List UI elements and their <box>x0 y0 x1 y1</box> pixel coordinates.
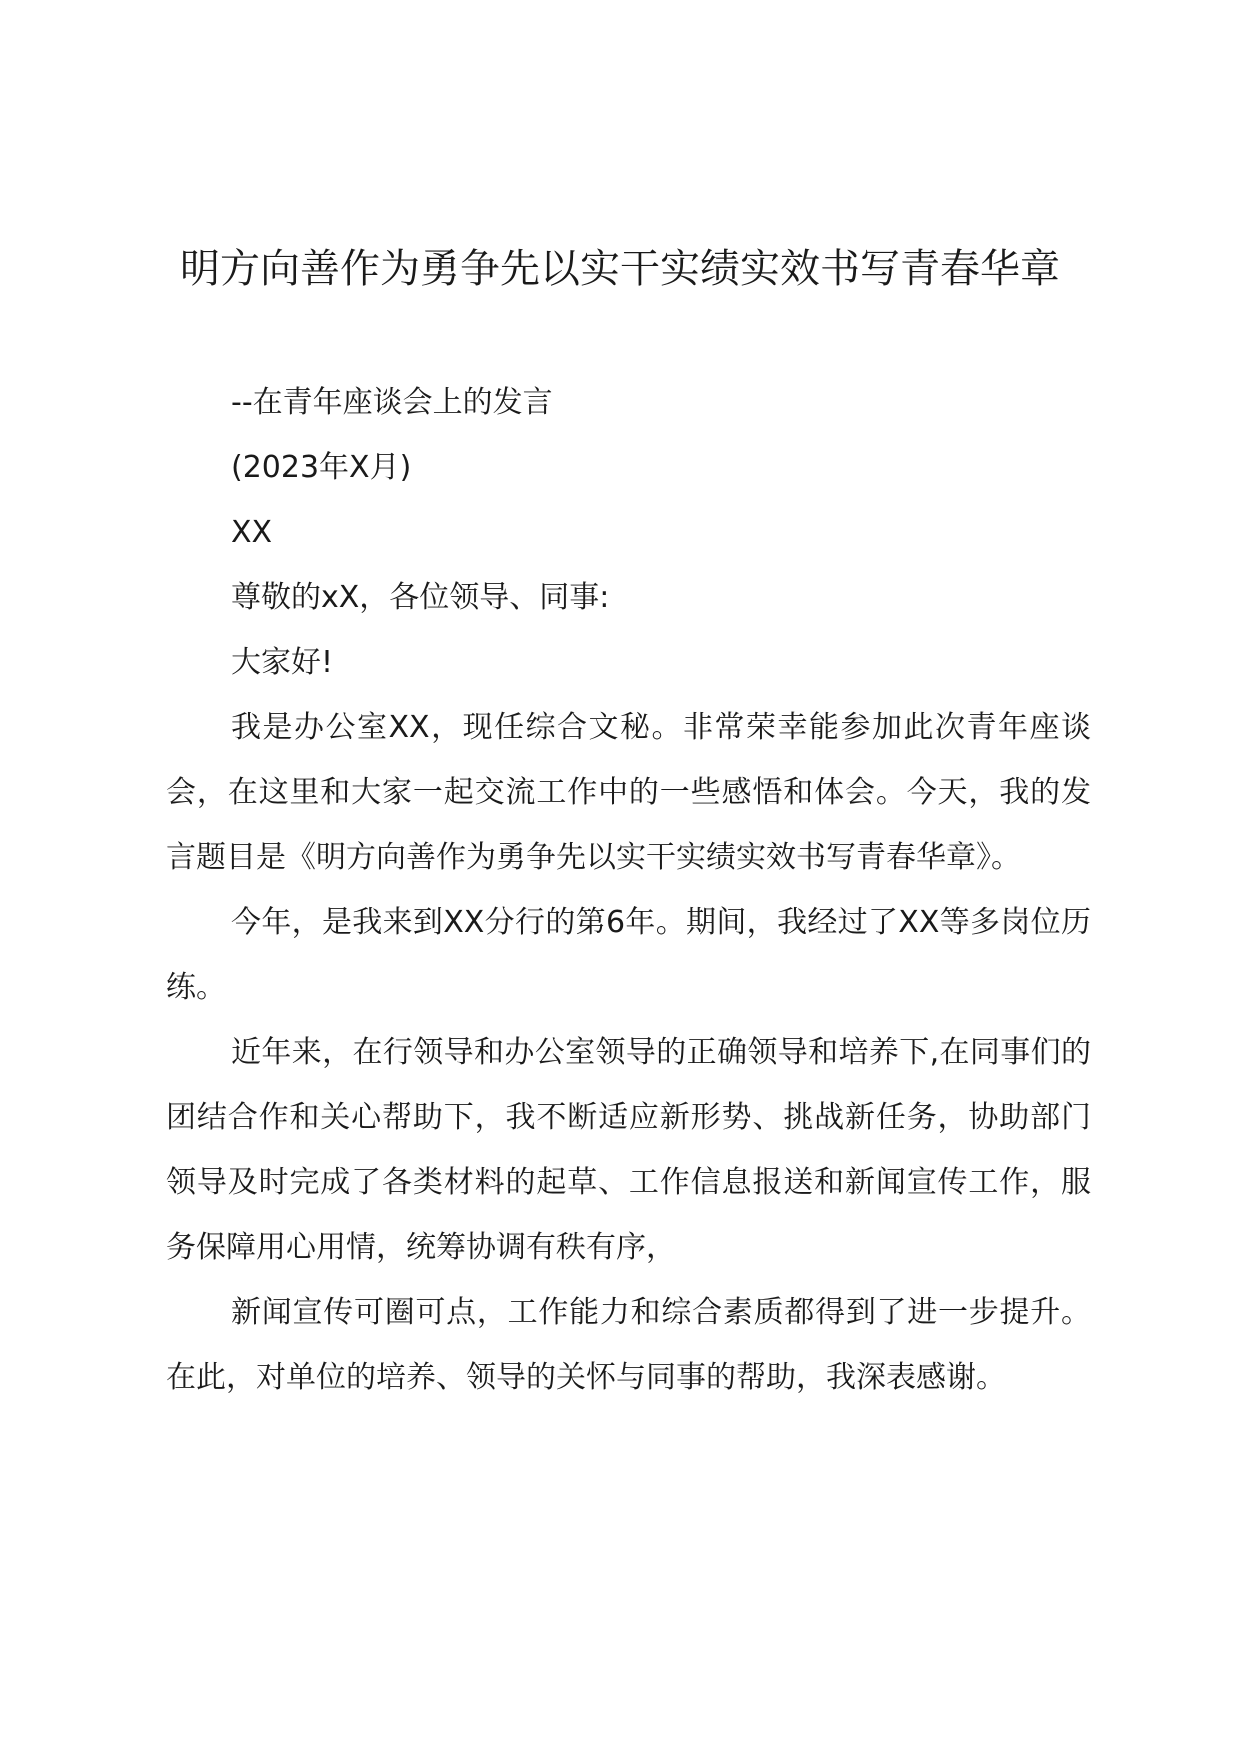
document-body <box>166 370 1091 1410</box>
salutation: 尊敬的xX，各位领导、同事: <box>231 580 610 615</box>
document-title: 明方向善作为勇争先以实干实绩实效书写青春华章 <box>180 246 1060 292</box>
date-line: (2023年X月) <box>231 450 412 485</box>
subtitle: --在青年座谈会上的发言 <box>231 385 553 420</box>
paragraph-3: 近年来，在行领导和办公室领导的正确领导和培养下,在同事们的团结合作和关心帮助下，我不断适应新形势、挑战新任务，协助部门领导及时完成了各类材料的起草、工作信息报送和新闻宣传工作，服务保障用心用情，统筹协调有秩有序， <box>166 1035 1091 1265</box>
paragraph-1: 我是办公室XX，现任综合文秘。非常荣幸能参加此次青年座谈会，在这里和大家一起交流工作中的一些感悟和体会。今天，我的发言题目是《明方向善作为勇争先以实干实绩实效书写青春华章》。 <box>166 710 1091 875</box>
paragraph-2: 今年，是我来到XX分行的第6年。期间，我经过了XX等多岗位历练。 <box>166 905 1091 1005</box>
paragraph-4: 新闻宣传可圈可点，工作能力和综合素质都得到了进一步提升。在此，对单位的培养、领导的关怀与同事的帮助，我深表感谢。 <box>166 1295 1091 1395</box>
greeting: 大家好! <box>231 645 334 680</box>
author-line: XX <box>231 515 273 550</box>
